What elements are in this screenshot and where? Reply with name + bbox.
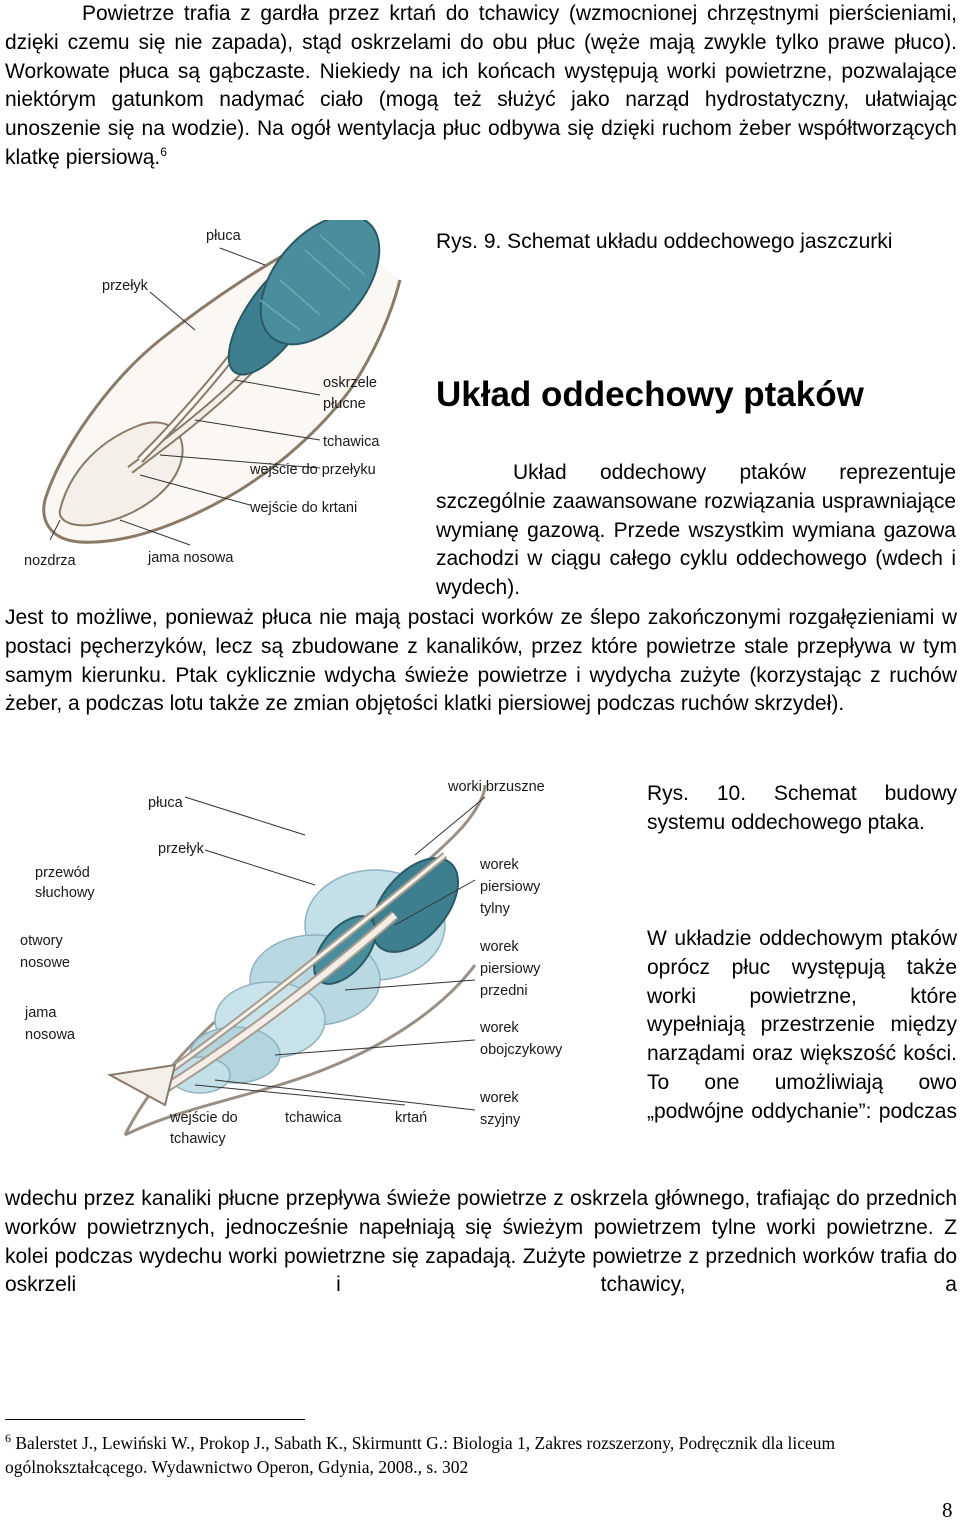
label-tchawica-bird: tchawica	[285, 1110, 342, 1126]
label-oskrzele: oskrzele	[323, 375, 377, 391]
label-przelyk: przełyk	[102, 278, 148, 294]
label-plucne: płucne	[323, 396, 366, 412]
label-wejscie: wejście do	[170, 1110, 238, 1126]
label-wejscie-krtani: wejście do krtani	[250, 500, 358, 516]
label-jama-nosowa: jama nosowa	[148, 550, 234, 566]
label-worek-tylny-2: piersiowy	[480, 879, 541, 895]
footnote-number: 6	[5, 1431, 11, 1446]
label-worek-przedni-3: przedni	[480, 983, 528, 999]
figure9-caption: Rys. 9. Schemat układu oddechowego jaszczurki	[436, 230, 893, 253]
footnote	[5, 1431, 957, 1479]
label-worek-przedni-1: worek	[480, 939, 519, 955]
page-number: 8	[942, 1498, 953, 1522]
label-pluca-bird: płuca	[148, 795, 183, 811]
label-otwory: otwory	[20, 933, 63, 949]
label-przelyk-bird: przełyk	[158, 841, 204, 857]
label-worek-tylny-3: tylny	[480, 901, 510, 917]
label-worki-brzuszne: worki brzuszne	[448, 779, 545, 795]
label-nosowa: nosowa	[25, 1027, 75, 1043]
birds-paragraph-continued: Jest to możliwe, ponieważ płuca nie mają postaci worków ze ślepo zakończonymi rozgałęzieniami w postaci pęcherzyków, lecz są zbudowane z kanalików, przez które powietrze stale przepływa w tym samym kierunku. Ptak cyklicznie wdycha świeże powietrze i wydycha zużyte (korzystając z ruchów żeber, a podczas lotu także ze zmian objętości klatki piersiowej podczas ruchów skrzydeł).	[5, 606, 957, 716]
label-nozdrza: nozdrza	[24, 553, 76, 569]
label-wejscie-przelyku: wejście do przełyku	[250, 462, 376, 478]
label-worek-przedni-2: piersiowy	[480, 961, 541, 977]
label-przewod: przewód	[35, 865, 90, 881]
birds-paragraph: Układ oddechowy ptaków reprezentuje szczególnie zaawansowane rozwiązania usprawniające wymianę gazową. Przede wszystkim wymiana gazowa zachodzi w ciągu całego cyklu oddechowego (wdech i wydech).	[436, 461, 956, 600]
label-worek-tylny-1: worek	[480, 857, 519, 873]
figure10-caption: Rys. 10. Schemat budowy systemu oddechowego ptaka.	[647, 782, 957, 834]
bird-beak	[110, 1065, 175, 1105]
label-tchawica: tchawica	[323, 434, 380, 450]
label-worek-szyjny-2: szyjny	[480, 1112, 521, 1128]
side-paragraph-continued: wdechu przez kanaliki płucne przepływa świeże powietrze z oskrzela głównego, trafiając do przednich worków powietrznych, jednocześnie napełniają się świeżym powietrzem tylne worki powietrzne. Z kolei podczas wydechu worki powietrzne się zapadają. Zużyte powietrze z przednich worków trafia do oskrzeli i tchawicy, a	[5, 1187, 957, 1297]
label-tchawicy: tchawicy	[170, 1131, 226, 1147]
figure-bird-respiratory	[15, 775, 615, 1155]
label-pluca: płuca	[206, 228, 241, 244]
label-krtan: krtań	[395, 1110, 428, 1126]
footnote-separator	[5, 1419, 305, 1420]
label-worek-obojczykowy-1: worek	[480, 1020, 519, 1036]
label-worek-obojczykowy-2: obojczykowy	[480, 1042, 563, 1058]
intro-paragraph: Powietrze trafia z gardła przez krtań do tchawicy (wzmocnionej chrzęstnymi pierścieniami, dzięki czemu się nie zapada), stąd oskrzelami do obu płuc (węże mają zwykle tylko prawe płuco). Workowate płuca są gąbczaste. Niekiedy na ich końcach występują worki powietrzne, pozwalające niektórym gatunkom nadymać ciało (mogą też służyć jako narząd hydrostatyczny, ułatwiając unoszenie się na wodzie). Na ogół wentylacja płuc odbywa się dzięki ruchom żeber współtworzących klatkę piersiową.$^6$	[5, 2, 957, 169]
footnote-ref: 6	[160, 144, 167, 159]
section-heading: Układ oddechowy ptaków	[436, 375, 864, 414]
figure-lizard-respiratory	[20, 220, 420, 580]
label-jama: jama	[25, 1005, 57, 1021]
label-sluchowy: słuchowy	[35, 885, 95, 901]
footnote-text: Balerstet J., Lewiński W., Prokop J., Sabath K., Skirmuntt G.: Biologia 1, Zakres rozszerzony, Podręcznik dla liceum ogólnokształcącego. Wydawnictwo Operon, Gdynia, 2008., s. 302	[5, 1433, 836, 1477]
side-paragraph: W układzie oddechowym ptaków oprócz płuc występują także worki powietrzne, które wypełniają przestrzenie między narządami oraz większość kości. To one umożliwiają owo „podwójne oddychanie”: podczas	[647, 927, 957, 1123]
label-worek-szyjny-1: worek	[480, 1090, 519, 1106]
label-nosowe: nosowe	[20, 955, 70, 971]
